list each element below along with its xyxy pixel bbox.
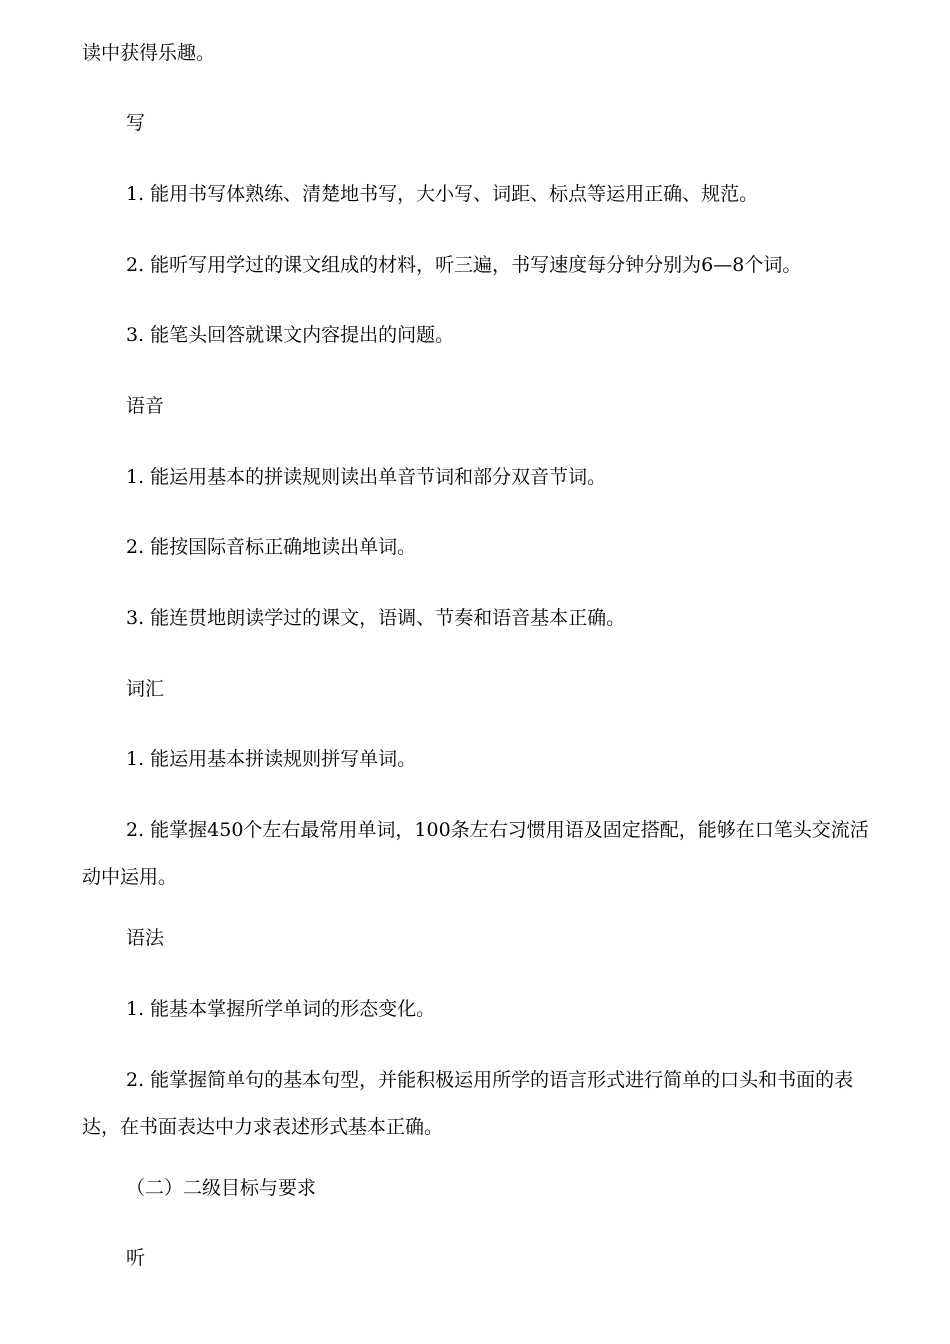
vocabulary-item-2: 2. 能掌握450个左右最常用单词，100条左右习惯用语及固定搭配，能够在口笔头交流活动中运用。 xyxy=(82,819,869,888)
section-heading-writing: 写 xyxy=(126,112,146,134)
section-heading-vocabulary: 词汇 xyxy=(126,678,165,700)
pronunciation-item-1: 1. 能运用基本的拼读规则读出单音节词和部分双音节词。 xyxy=(126,466,607,488)
paragraph-continuation: 读中获得乐趣。 xyxy=(82,42,216,64)
grammar-item-1: 1. 能基本掌握所学单词的形态变化。 xyxy=(126,998,436,1020)
section-heading-grammar: 语法 xyxy=(126,927,165,949)
vocabulary-item-1: 1. 能运用基本拼读规则拼写单词。 xyxy=(126,748,417,770)
writing-item-1: 1. 能用书写体熟练、清楚地书写，大小写、词距、标点等运用正确、规范。 xyxy=(126,183,759,205)
pronunciation-item-3: 3. 能连贯地朗读学过的课文，语调、节奏和语音基本正确。 xyxy=(126,607,626,629)
grammar-item-2: 2. 能掌握简单句的基本句型，并能积极运用所学的语言形式进行简单的口头和书面的表达，在书面表达中力求表述形式基本正确。 xyxy=(82,1069,854,1138)
section-heading-listening: 听 xyxy=(126,1247,146,1269)
writing-item-3: 3. 能笔头回答就课文内容提出的问题。 xyxy=(126,324,455,346)
section-heading-pronunciation: 语音 xyxy=(126,395,165,417)
writing-item-2: 2. 能听写用学过的课文组成的材料，听三遍，书写速度每分钟分别为6—8个词。 xyxy=(126,254,802,276)
section-heading-level-two: （二）二级目标与要求 xyxy=(126,1177,317,1199)
pronunciation-item-2: 2. 能按国际音标正确地读出单词。 xyxy=(126,536,417,558)
